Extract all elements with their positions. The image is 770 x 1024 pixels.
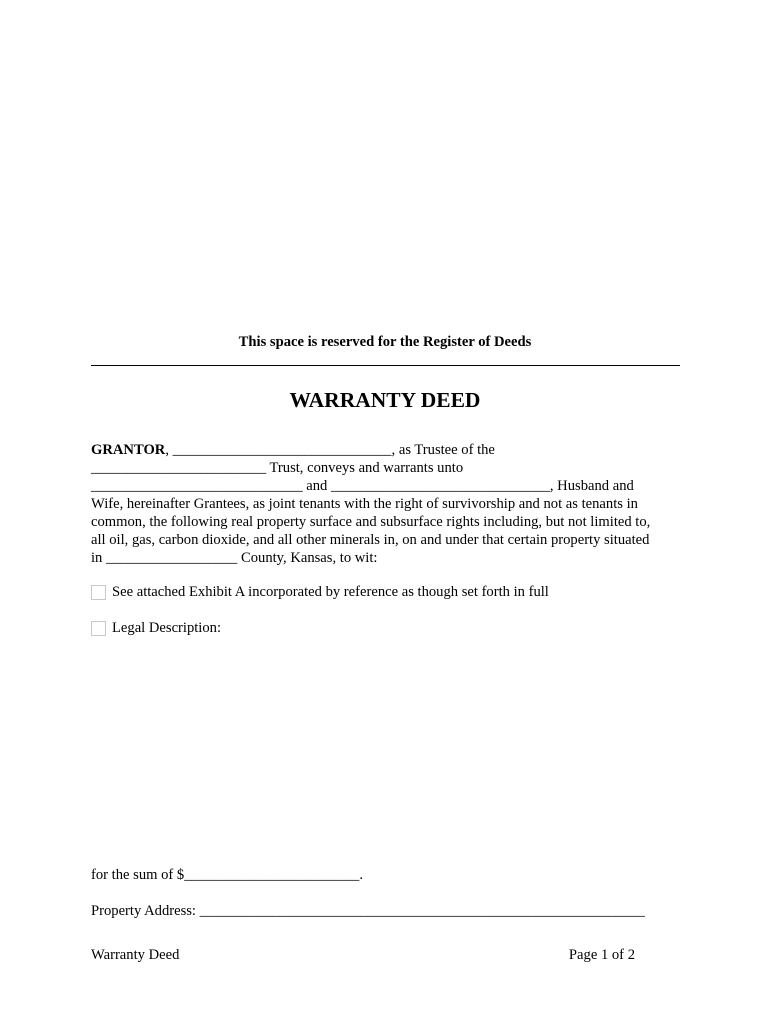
exhibit-a-label: See attached Exhibit A incorporated by reference as though set forth in full — [112, 583, 549, 600]
option-legal-description — [91, 619, 221, 637]
register-divider — [91, 365, 680, 366]
body-line-3: _____________________________ and ______________________________, Husband and — [91, 478, 634, 494]
option-exhibit-a — [91, 583, 549, 601]
sum-line: for the sum of $________________________. — [91, 867, 363, 883]
footer-document-name: Warranty Deed — [91, 947, 180, 963]
body-line-6: all oil, gas, carbon dioxide, and all other minerals in, on and under that certain property situated — [91, 532, 650, 548]
legal-description-label: Legal Description: — [112, 619, 222, 636]
body-line-7: in __________________ County, Kansas, to wit: — [91, 550, 378, 566]
body-line-1 — [91, 441, 680, 459]
body-line-5: common, the following real property surface and subsurface rights including, but not limited to, — [91, 514, 651, 530]
footer-page-number: Page 1 of 2 — [568, 947, 635, 963]
body-line-2: ________________________ Trust, conveys and warrants unto — [91, 460, 464, 476]
grantor-label: GRANTOR — [91, 442, 166, 458]
grantor-line-rest: , ______________________________, as Trustee of the — [165, 442, 495, 458]
deed-body — [91, 441, 680, 567]
property-address-line: Property Address: _____________________________________________________________ — [91, 903, 645, 919]
exhibit-a-checkbox[interactable] — [91, 585, 106, 600]
body-line-4: Wife, hereinafter Grantees, as joint tenants with the right of survivorship and not as tenants in — [91, 496, 638, 512]
register-of-deeds-note: This space is reserved for the Register of Deeds — [238, 334, 532, 350]
legal-description-checkbox[interactable] — [91, 621, 106, 636]
document-title: WARRANTY DEED — [289, 388, 481, 412]
